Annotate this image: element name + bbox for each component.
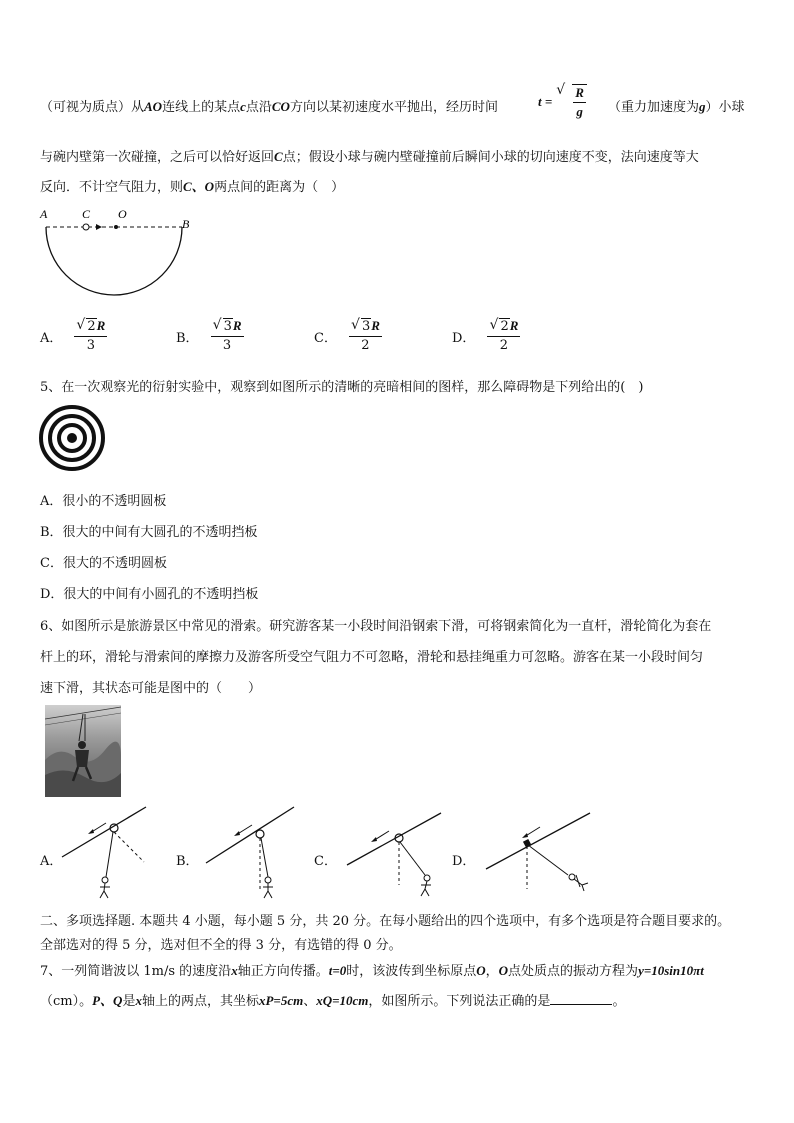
q4-line-3: 反向．不计空气阻力，则C、O两点间的距离为（ ） bbox=[40, 179, 345, 195]
q7-line-2: （cm）。P、Q是x轴上的两点，其坐标xP=5cm、xQ=10cm，如图所示。下列说法正确的是 。 bbox=[40, 993, 626, 1009]
figure-label-c: C bbox=[82, 207, 91, 221]
q5-stem: 5、在一次观察光的衍射实验中，观察到如图所示的清晰的亮暗相间的图样，那么障碍物是下列给出的( ) bbox=[40, 380, 644, 395]
q6-option-d-diagram[interactable] bbox=[484, 805, 596, 900]
bowl-figure bbox=[36, 200, 206, 310]
ball-c bbox=[83, 224, 89, 230]
q6-option-d-label[interactable]: D． bbox=[452, 854, 476, 869]
q6-line-3: 速下滑，其状态可能是图中的（ ） bbox=[40, 681, 262, 696]
figure-label-a: A bbox=[40, 207, 48, 221]
q4-line-1: （可视为质点）从AO连线上的某点c点沿CO方向以某初速度水平抛出，经历时间 bbox=[40, 99, 498, 115]
q5-option-a[interactable]: A．很小的不透明圆板 bbox=[40, 494, 167, 509]
tourist-figure bbox=[100, 883, 110, 898]
q5-option-b[interactable]: B．很大的中间有大圆孔的不透明挡板 bbox=[40, 525, 258, 540]
sqrt-r-over-g: √ $\frac{R}{g}$ bbox=[556, 84, 589, 120]
zipline-photo bbox=[45, 705, 121, 797]
q4-option-b[interactable]: B． √ $\frac{3R}{3}$ bbox=[176, 318, 246, 354]
q5-option-d[interactable]: D．很大的中间有小圆孔的不透明挡板 bbox=[40, 587, 259, 602]
q6-option-b-label[interactable]: B． bbox=[176, 854, 199, 869]
q6-option-b-diagram[interactable] bbox=[204, 805, 298, 900]
q4-time-formula: t = √ $\frac{R}{g}$ bbox=[538, 84, 589, 120]
q6-option-a-diagram[interactable] bbox=[60, 805, 150, 900]
center-o bbox=[114, 225, 118, 229]
q4-option-c[interactable]: C． √ $\frac{3R}{2}$ bbox=[314, 318, 384, 354]
diffraction-pattern bbox=[38, 404, 106, 472]
figure-label-b: B bbox=[182, 217, 190, 231]
q4-option-a[interactable]: A． √ $\frac{2R}{3}$ bbox=[40, 318, 109, 354]
answer-blank[interactable] bbox=[550, 992, 612, 1005]
q6-line-2: 杆上的环，滑轮与滑索间的摩擦力及游客所受空气阻力不可忽略，滑轮和悬挂绳重力可忽略。游客在某一小段时间匀 bbox=[40, 650, 704, 665]
arrow-head bbox=[88, 829, 94, 834]
section2-line-1: 二、多项选择题. 本题共 4 小题，每小题 5 分，共 20 分。在每小题给出的四个选项中，有多个选项是符合题目要求的。 bbox=[40, 914, 731, 929]
q6-option-c-diagram[interactable] bbox=[345, 805, 445, 900]
section2-line-2: 全部选对的得 5 分，选对但不全的得 3 分，有选错的得 0 分。 bbox=[40, 938, 402, 953]
q4-line-1-suffix: （重力加速度为g）小球 bbox=[608, 99, 745, 115]
q4-option-d[interactable]: D． √ $\frac{2R}{2}$ bbox=[452, 318, 522, 354]
q7-line-1: 7、一列简谐波以 1m/s 的速度沿x轴正方向传播。t=0时，该波传到坐标原点O，O点处质点的振动方程为y=10sin10πt bbox=[40, 963, 704, 979]
q6-option-c-label[interactable]: C． bbox=[314, 854, 337, 869]
q4-line-2: 与碗内壁第一次碰撞，之后可以恰好返回C点；假设小球与碗内壁碰撞前后瞬间小球的切向速度不变，法向速度等大 bbox=[40, 149, 699, 165]
hanging-rope bbox=[106, 832, 113, 877]
figure-label-o: O bbox=[118, 207, 127, 221]
q5-option-c[interactable]: C．很大的不透明圆板 bbox=[40, 556, 167, 571]
q6-option-a-label[interactable]: A． bbox=[40, 854, 63, 869]
q6-line-1: 6、如图所示是旅游景区中常见的滑索。研究游客某一小段时间沿钢索下滑，可将钢索简化为一直杆，滑轮简化为套在 bbox=[40, 619, 712, 634]
bowl-arc bbox=[46, 227, 182, 295]
velocity-arrow bbox=[96, 224, 102, 230]
